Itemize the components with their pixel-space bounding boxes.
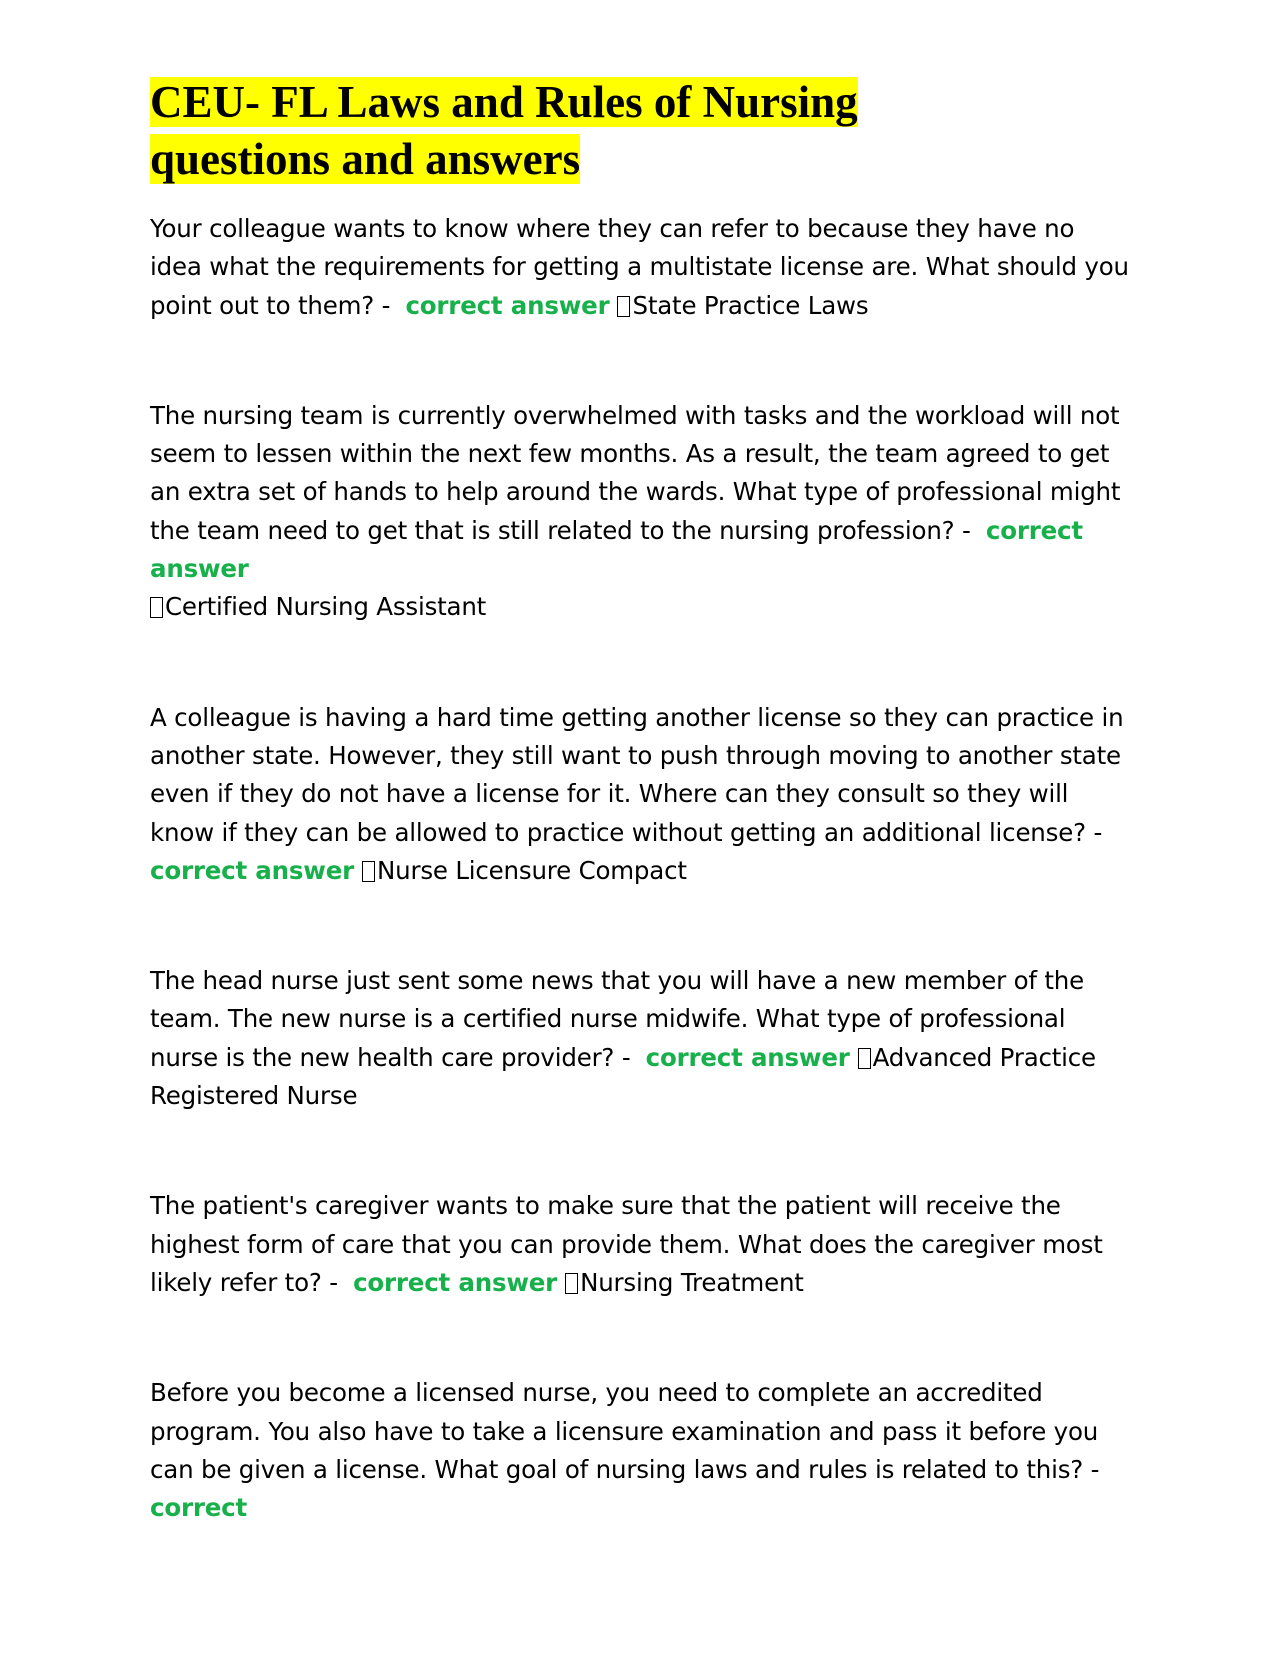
document-page — [150, 74, 1130, 1599]
correct-answer-label: correct — [150, 1493, 247, 1523]
title-line-2: questions and answers — [150, 134, 581, 184]
missing-glyph-icon — [362, 861, 375, 882]
answer-text: Certified Nursing Assistant — [165, 592, 487, 622]
question-item-2 — [150, 397, 1130, 627]
question-text: The patient's caregiver wants to make sure that the patient will receive the highest form of care that you can provide them. What does the caregiver most likely refer to? - — [150, 1191, 1103, 1297]
correct-answer-label: correct answer — [645, 1042, 850, 1072]
answer-text: Nurse Licensure Compact — [377, 855, 687, 885]
title-line-1: CEU- FL Laws and Rules of Nursing — [150, 77, 858, 127]
question-text: The nursing team is currently overwhelmed with tasks and the workload will not seem to lessen within the next few months. As a result, the team agreed to get an extra set of hands to help around the wards. What type of professional might the team need to get that is still related to the nursing profession? - — [150, 400, 1121, 545]
question-item-5 — [150, 1187, 1130, 1302]
missing-glyph-icon — [150, 597, 163, 618]
missing-glyph-icon — [565, 1273, 578, 1294]
page-title — [150, 74, 1130, 188]
correct-answer-label: correct answer — [353, 1267, 558, 1297]
answer-text: Nursing Treatment — [580, 1267, 804, 1297]
missing-glyph-icon — [858, 1048, 871, 1069]
question-text: A colleague is having a hard time getting another license so they can practice in another state. However, they still want to push through moving to another state even if they do not have a license for it. Where can they consult so they will know if they can be allowed to practice without getting an additional license? - — [150, 702, 1124, 847]
question-item-4 — [150, 962, 1130, 1115]
correct-answer-label: correct answer — [405, 290, 610, 320]
answer-text: Advanced Practice Registered Nurse — [150, 1042, 1096, 1111]
answer-text: State Practice Laws — [632, 290, 869, 320]
missing-glyph-icon — [617, 296, 630, 317]
question-item-3 — [150, 699, 1130, 890]
question-item-1 — [150, 210, 1130, 325]
correct-answer-label: correct answer — [150, 515, 1083, 584]
correct-answer-label: correct answer — [150, 855, 354, 885]
question-text: The head nurse just sent some news that you will have a new member of the team. The new nurse is a certified nurse midwife. What type of professional nurse is the new health care provider? - — [150, 966, 1085, 1072]
question-text: Before you become a licensed nurse, you need to complete an accredited program. You also have to take a licensure examination and pass it before you can be given a license. What goal of nursing laws and rules is related to this? - — [150, 1378, 1100, 1484]
question-text: Your colleague wants to know where they can refer to because they have no idea what the requirements for getting a multistate license are. What should you point out to them? - — [150, 214, 1129, 320]
question-item-6 — [150, 1374, 1130, 1527]
